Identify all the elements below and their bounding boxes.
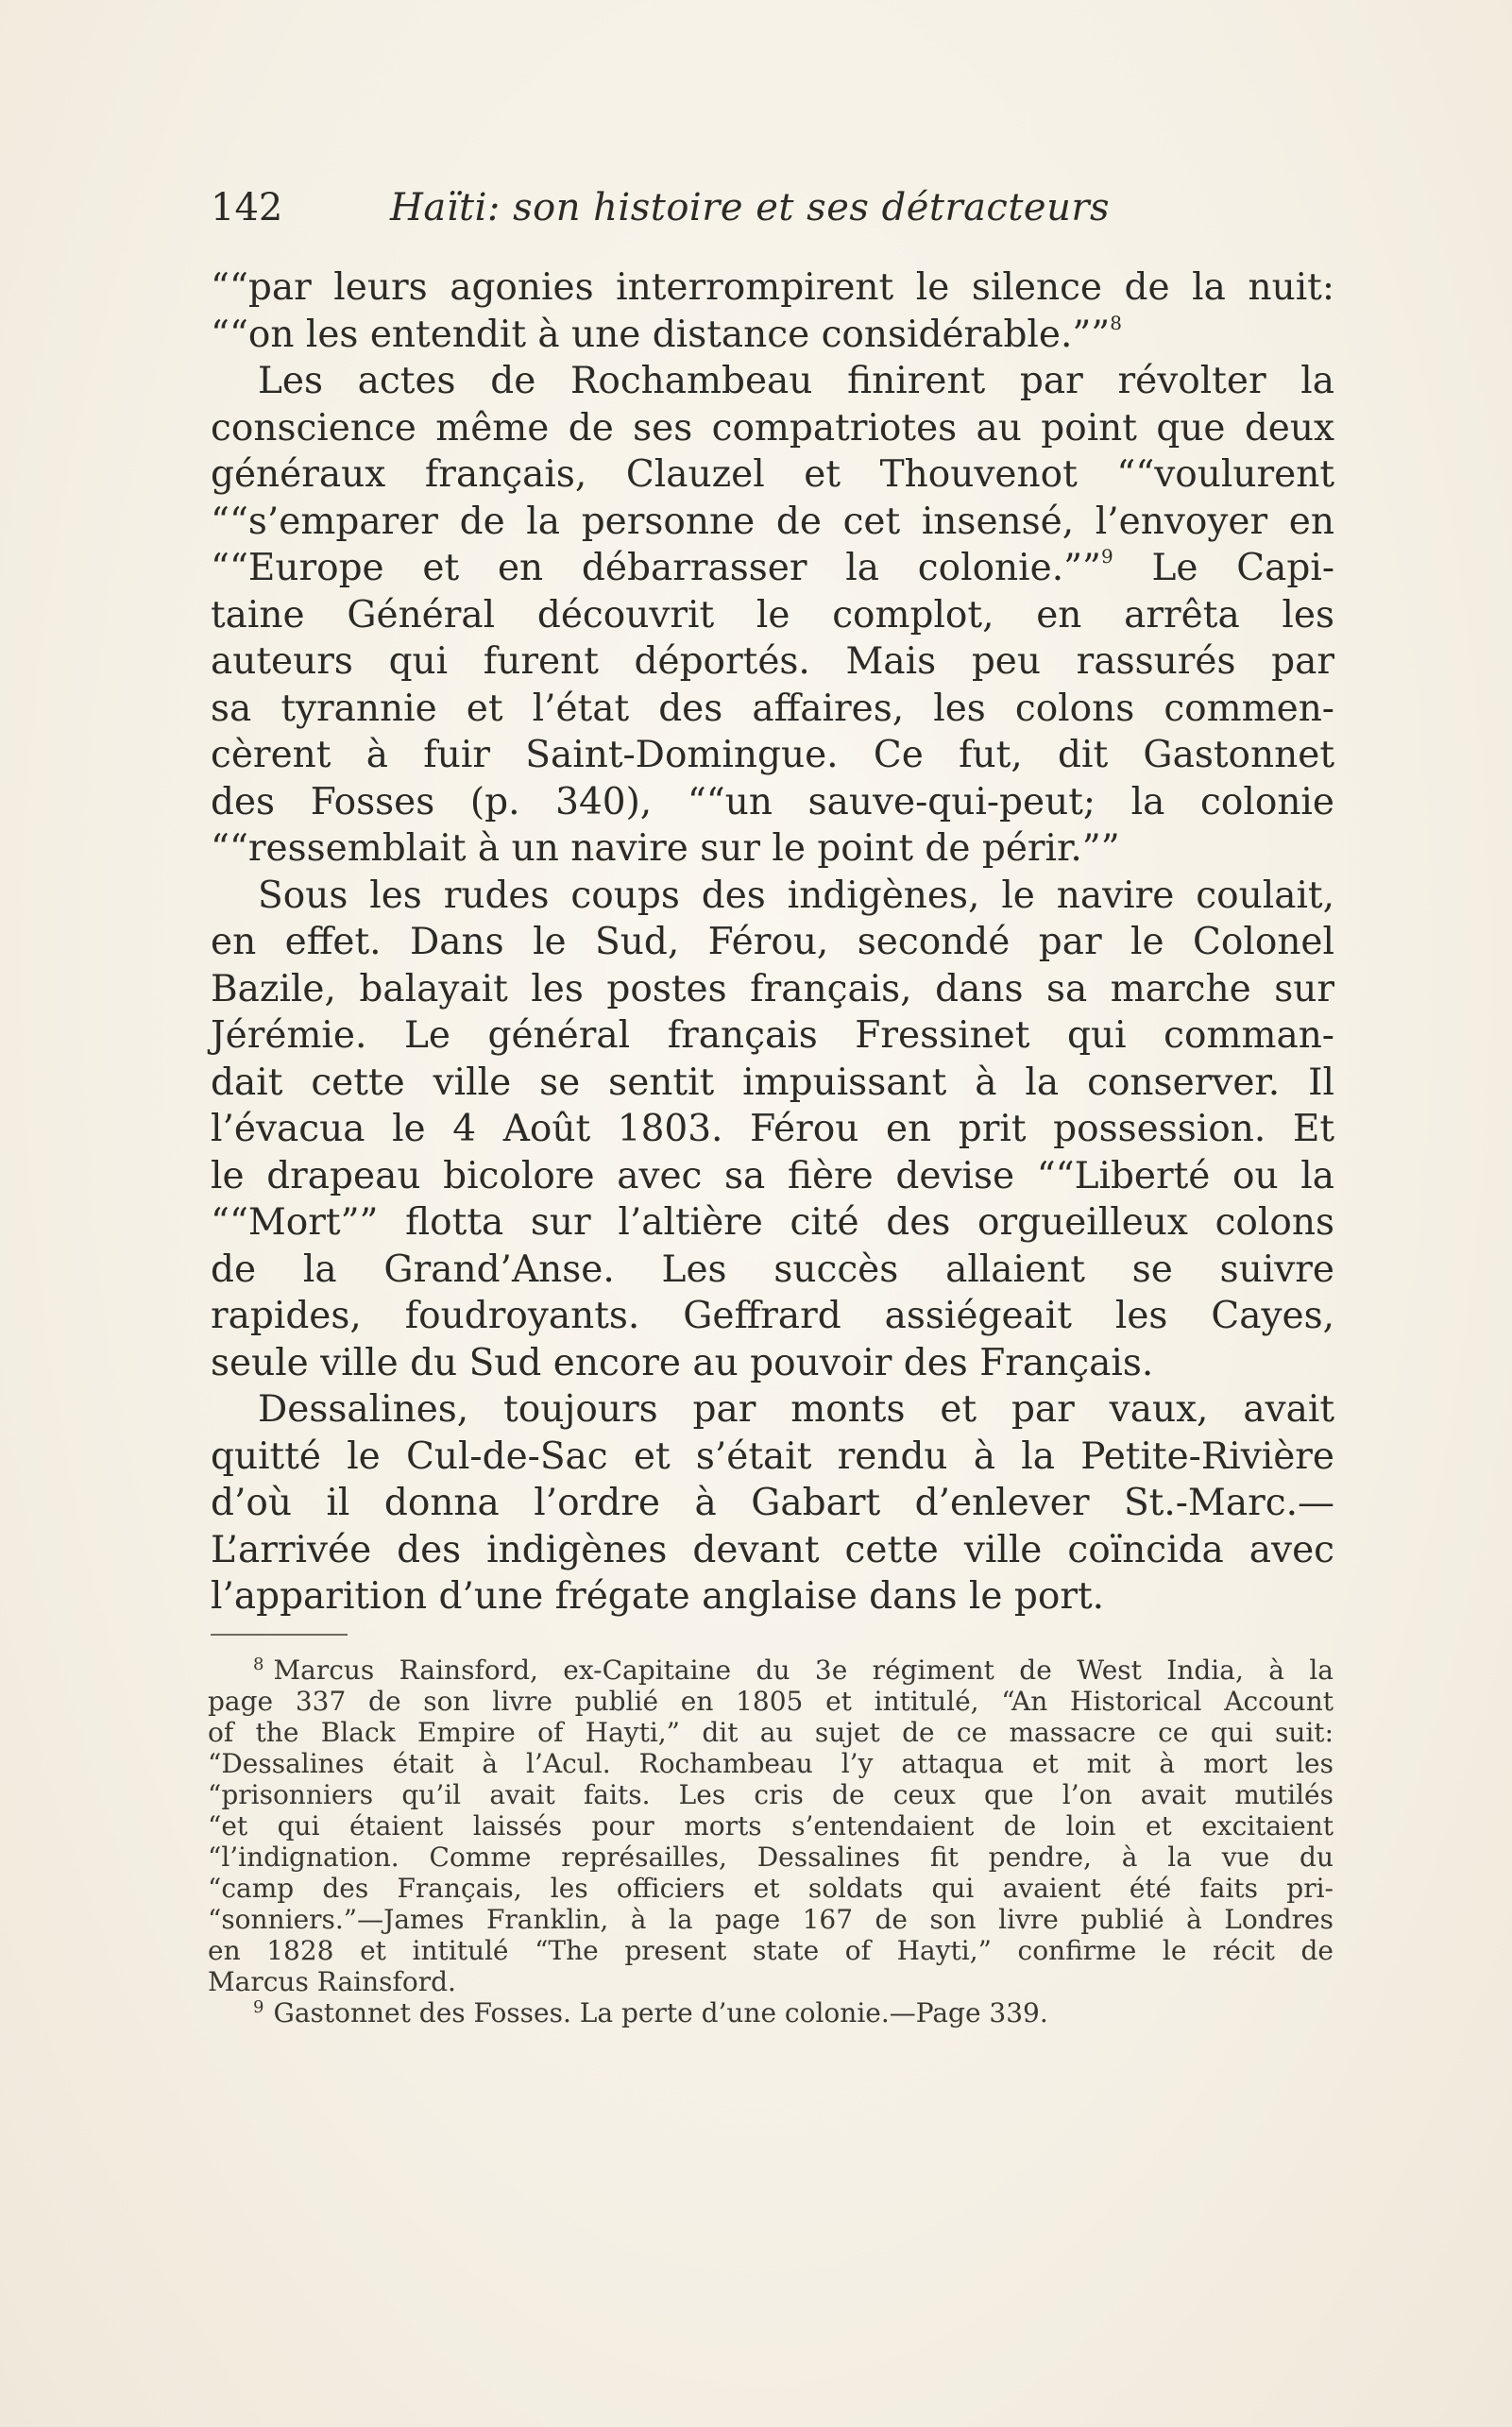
text-line: ““s’emparer de la personne de cet insensé, l’envoyer en: [211, 500, 1334, 543]
text-line: Dessalines, toujours par monts et par vaux, avait: [258, 1388, 1334, 1431]
footnote-line: of the Black Empire of Hayti,” dit au sujet de ce massacre ce qui suit:: [208, 1717, 1334, 1748]
text-line: d’où il donna l’ordre à Gabart d’enlever St.-Marc.—: [211, 1482, 1334, 1524]
text-line: conscience même de ses compatriotes au point que deux: [211, 406, 1334, 450]
text-line: Jérémie. Le général français Fressinet qui comman-: [211, 1014, 1334, 1057]
text-line: sa tyrannie et l’état des affaires, les colons commen-: [211, 687, 1334, 730]
paragraph-4: [211, 1386, 1334, 1621]
footnote-line: [208, 1997, 1334, 2028]
text-line: le drapeau bicolore avec sa fière devise ““Liberté ou la: [211, 1154, 1334, 1197]
text-line: de la Grand’Anse. Les succès allaient se suivre: [211, 1247, 1334, 1291]
footnote-line: “sonniers.”—James Franklin, à la page 167 de son livre publié à Londres: [208, 1904, 1334, 1935]
footnote-line: “Dessalines était à l’Acul. Rochambeau l’y attaqua et mit à mort les: [208, 1748, 1334, 1779]
text-line: L’arrivée des indigènes devant cette ville coïncida avec: [211, 1528, 1334, 1571]
body-text: [211, 264, 1334, 1621]
text-segment: ““Europe et en débarrasser la colonie.””: [211, 547, 1101, 589]
text-line: quitté le Cul-de-Sac et s’était rendu à la Petite-Rivière: [211, 1434, 1334, 1478]
text-line: l’évacua le 4 Août 1803. Férou en prit possession. Et: [211, 1108, 1334, 1150]
text-line: ““ressemblait à un navire sur le point de périr.””: [211, 827, 1120, 870]
footnotes: [208, 1655, 1334, 2028]
footnote-line: en 1828 et intitulé “The present state of Hayti,” confirme le récit de: [208, 1935, 1334, 1966]
page-header: [211, 179, 1334, 236]
text-line: auteurs qui furent déportés. Mais peu rassurés par: [211, 640, 1334, 683]
page-number: 142: [211, 186, 283, 229]
text-line: Les actes de Rochambeau finirent par révolter la: [258, 360, 1334, 402]
text-line: [211, 312, 1334, 359]
text-segment: Gastonnet des Fosses. La perte d’une colonie.—Page 339.: [273, 1997, 1048, 2028]
text-segment: Marcus Rainsford, ex-Capitaine du 3e régiment de West India, à la: [273, 1655, 1334, 1686]
text-line: cèrent à fuir Saint-Domingue. Ce fut, dit Gastonnet: [211, 734, 1334, 776]
text-line: taine Général découvrit le complot, en arrêta les: [211, 593, 1334, 636]
paragraph-3: [211, 873, 1334, 1387]
text-line: en effet. Dans le Sud, Férou, secondé par le Colonel: [211, 921, 1334, 963]
footnote-line: “prisonniers qu’il avait faits. Les cris de ceux que l’on avait mutilés: [208, 1779, 1334, 1810]
text-line: rapides, foudroyants. Geffrard assiégeait les Cayes,: [211, 1295, 1334, 1337]
paragraph-1: [211, 264, 1334, 358]
footnote-marker: 8: [253, 1655, 264, 1674]
text-line: généraux français, Clauzel et Thouvenot ““voulurent: [211, 453, 1334, 496]
text-line: ““par leurs agonies interrompirent le silence de la nuit:: [211, 266, 1334, 309]
text-line: Sous les rudes coups des indigènes, le navire coulait,: [258, 874, 1334, 917]
footnote-ref-9: 9: [1101, 545, 1113, 568]
footnote-line: [208, 1655, 1334, 1686]
text-line: [211, 545, 1334, 592]
text-segment: ““on les entendit à une distance considérable.””: [211, 313, 1111, 356]
footnote-line: “camp des Français, les officiers et soldats qui avaient été faits pri-: [208, 1873, 1334, 1904]
text-line: seule ville du Sud encore au pouvoir des Français.: [211, 1341, 1154, 1384]
text-segment: Le Capi-: [1151, 547, 1335, 589]
footnote-marker: 9: [253, 1997, 264, 2017]
footnote-line: “et qui étaient laissés pour morts s’entendaient de loin et excitaient: [208, 1810, 1334, 1841]
footnote-line: Marcus Rainsford.: [208, 1966, 456, 1997]
text-line: ““Mort”” flotta sur l’altière cité des orgueilleux colons: [211, 1201, 1334, 1244]
footnote-line: page 337 de son livre publié en 1805 et intitulé, “An Historical Account: [208, 1686, 1334, 1717]
paragraph-2: [211, 358, 1334, 873]
text-line: Bazile, balayait les postes français, dans sa marche sur: [211, 967, 1334, 1010]
footnote-ref-8: 8: [1110, 311, 1122, 334]
footnote-divider: [211, 1634, 348, 1636]
text-line: dait cette ville se sentit impuissant à la conserver. Il: [211, 1061, 1334, 1104]
text-line: l’apparition d’une frégate anglaise dans le port.: [211, 1575, 1105, 1618]
footnote-line: “l’indignation. Comme représailles, Dessalines fit pendre, à la vue du: [208, 1841, 1334, 1873]
footnote-8: [208, 1655, 1334, 1997]
running-title: Haïti: son histoire et ses détracteurs: [390, 186, 1110, 229]
footnote-9: [208, 1997, 1334, 2028]
text-line: des Fosses (p. 340), ““un sauve-qui-peut; la colonie: [211, 780, 1334, 823]
